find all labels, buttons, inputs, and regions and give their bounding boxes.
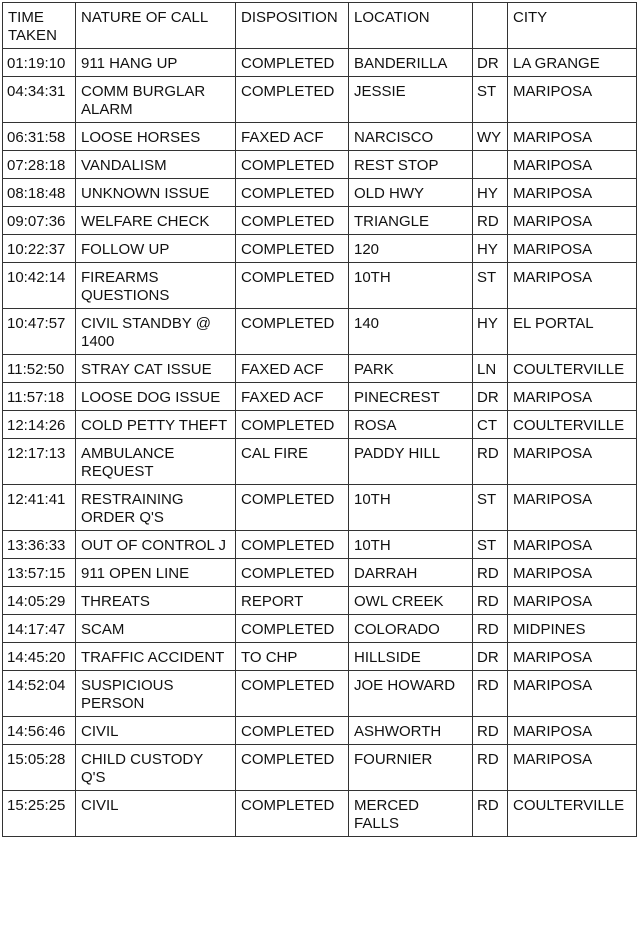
cell-city: MARIPOSA — [508, 643, 637, 671]
cell-time-taken: 09:07:36 — [3, 207, 76, 235]
cell-city: MARIPOSA — [508, 207, 637, 235]
cell-time-taken: 15:05:28 — [3, 745, 76, 791]
cell-nature-of-call: STRAY CAT ISSUE — [76, 355, 236, 383]
table-row — [3, 671, 637, 717]
table-row — [3, 615, 637, 643]
cell-time-taken: 12:14:26 — [3, 411, 76, 439]
cell-nature-of-call: COLD PETTY THEFT — [76, 411, 236, 439]
table-row — [3, 207, 637, 235]
cell-nature-of-call: FIREARMS QUESTIONS — [76, 263, 236, 309]
table-row — [3, 263, 637, 309]
cell-time-taken: 08:18:48 — [3, 179, 76, 207]
cell-street-suffix: CT — [473, 411, 508, 439]
header-time-taken: TIME TAKEN — [3, 3, 76, 49]
table-row — [3, 643, 637, 671]
cell-city: MARIPOSA — [508, 587, 637, 615]
cell-nature-of-call: COMM BURGLAR ALARM — [76, 77, 236, 123]
cell-disposition: COMPLETED — [236, 745, 349, 791]
table-row — [3, 791, 637, 837]
cell-nature-of-call: THREATS — [76, 587, 236, 615]
cell-city: MARIPOSA — [508, 439, 637, 485]
cell-location: NARCISCO — [349, 123, 473, 151]
cell-city: EL PORTAL — [508, 309, 637, 355]
cell-time-taken: 15:25:25 — [3, 791, 76, 837]
cell-nature-of-call: SCAM — [76, 615, 236, 643]
cell-disposition: COMPLETED — [236, 791, 349, 837]
cell-location: PARK — [349, 355, 473, 383]
cell-location: FOURNIER — [349, 745, 473, 791]
cell-street-suffix: HY — [473, 309, 508, 355]
cell-city: MARIPOSA — [508, 383, 637, 411]
cell-city: MARIPOSA — [508, 235, 637, 263]
cell-location: OLD HWY — [349, 179, 473, 207]
cell-disposition: COMPLETED — [236, 531, 349, 559]
cell-nature-of-call: FOLLOW UP — [76, 235, 236, 263]
cell-time-taken: 12:41:41 — [3, 485, 76, 531]
cell-city: MARIPOSA — [508, 123, 637, 151]
cell-street-suffix: HY — [473, 235, 508, 263]
header-row — [3, 3, 637, 49]
cell-city: COULTERVILLE — [508, 791, 637, 837]
cell-disposition: COMPLETED — [236, 235, 349, 263]
table-row — [3, 383, 637, 411]
cell-time-taken: 07:28:18 — [3, 151, 76, 179]
cell-location: 10TH — [349, 263, 473, 309]
cell-disposition: COMPLETED — [236, 717, 349, 745]
cell-nature-of-call: CHILD CUSTODY Q'S — [76, 745, 236, 791]
table-row — [3, 411, 637, 439]
header-nature-of-call: NATURE OF CALL — [76, 3, 236, 49]
cell-disposition: COMPLETED — [236, 151, 349, 179]
cell-nature-of-call: AMBULANCE REQUEST — [76, 439, 236, 485]
cell-disposition: FAXED ACF — [236, 123, 349, 151]
table-row — [3, 745, 637, 791]
cell-location: MERCED FALLS — [349, 791, 473, 837]
table-row — [3, 559, 637, 587]
cell-disposition: REPORT — [236, 587, 349, 615]
cell-time-taken: 14:56:46 — [3, 717, 76, 745]
cell-time-taken: 14:17:47 — [3, 615, 76, 643]
cell-nature-of-call: 911 OPEN LINE — [76, 559, 236, 587]
cell-disposition: TO CHP — [236, 643, 349, 671]
table-row — [3, 355, 637, 383]
cell-disposition: COMPLETED — [236, 671, 349, 717]
cell-nature-of-call: SUSPICIOUS PERSON — [76, 671, 236, 717]
table-row — [3, 309, 637, 355]
cell-city: MIDPINES — [508, 615, 637, 643]
header-location: LOCATION — [349, 3, 473, 49]
cell-nature-of-call: TRAFFIC ACCIDENT — [76, 643, 236, 671]
cell-street-suffix: LN — [473, 355, 508, 383]
cell-nature-of-call: RESTRAINING ORDER Q'S — [76, 485, 236, 531]
cell-time-taken: 14:05:29 — [3, 587, 76, 615]
cell-street-suffix: WY — [473, 123, 508, 151]
cell-location: PINECREST — [349, 383, 473, 411]
cell-street-suffix: RD — [473, 671, 508, 717]
cell-street-suffix: RD — [473, 559, 508, 587]
cell-location: ASHWORTH — [349, 717, 473, 745]
cell-street-suffix: RD — [473, 745, 508, 791]
cell-nature-of-call: LOOSE DOG ISSUE — [76, 383, 236, 411]
cell-nature-of-call: LOOSE HORSES — [76, 123, 236, 151]
cell-city: MARIPOSA — [508, 531, 637, 559]
cell-nature-of-call: CIVIL — [76, 791, 236, 837]
cell-location: TRIANGLE — [349, 207, 473, 235]
cell-disposition: CAL FIRE — [236, 439, 349, 485]
cell-street-suffix: HY — [473, 179, 508, 207]
table-row — [3, 179, 637, 207]
cell-disposition: COMPLETED — [236, 309, 349, 355]
table-row — [3, 717, 637, 745]
call-log-table — [2, 2, 637, 837]
table-row — [3, 439, 637, 485]
cell-location: DARRAH — [349, 559, 473, 587]
cell-street-suffix: RD — [473, 207, 508, 235]
cell-time-taken: 04:34:31 — [3, 77, 76, 123]
cell-street-suffix: RD — [473, 439, 508, 485]
cell-city: MARIPOSA — [508, 717, 637, 745]
cell-time-taken: 10:22:37 — [3, 235, 76, 263]
cell-location: ROSA — [349, 411, 473, 439]
cell-city: MARIPOSA — [508, 671, 637, 717]
cell-nature-of-call: OUT OF CONTROL J — [76, 531, 236, 559]
cell-city: MARIPOSA — [508, 559, 637, 587]
cell-disposition: COMPLETED — [236, 77, 349, 123]
cell-disposition: COMPLETED — [236, 263, 349, 309]
cell-disposition: COMPLETED — [236, 207, 349, 235]
cell-time-taken: 01:19:10 — [3, 49, 76, 77]
cell-disposition: COMPLETED — [236, 559, 349, 587]
cell-nature-of-call: CIVIL STANDBY @ 1400 — [76, 309, 236, 355]
cell-time-taken: 06:31:58 — [3, 123, 76, 151]
cell-time-taken: 10:47:57 — [3, 309, 76, 355]
cell-location: OWL CREEK — [349, 587, 473, 615]
cell-location: COLORADO — [349, 615, 473, 643]
cell-location: JESSIE — [349, 77, 473, 123]
cell-street-suffix: DR — [473, 383, 508, 411]
header-street-suffix — [473, 3, 508, 49]
cell-city: COULTERVILLE — [508, 411, 637, 439]
cell-location: BANDERILLA — [349, 49, 473, 77]
table-row — [3, 77, 637, 123]
cell-city: MARIPOSA — [508, 151, 637, 179]
cell-location: 10TH — [349, 485, 473, 531]
cell-street-suffix: ST — [473, 485, 508, 531]
cell-street-suffix: DR — [473, 643, 508, 671]
cell-street-suffix — [473, 151, 508, 179]
table-row — [3, 123, 637, 151]
cell-street-suffix: RD — [473, 717, 508, 745]
cell-city: COULTERVILLE — [508, 355, 637, 383]
cell-disposition: FAXED ACF — [236, 355, 349, 383]
cell-time-taken: 14:52:04 — [3, 671, 76, 717]
cell-city: MARIPOSA — [508, 179, 637, 207]
cell-nature-of-call: VANDALISM — [76, 151, 236, 179]
cell-city: MARIPOSA — [508, 77, 637, 123]
cell-street-suffix: ST — [473, 531, 508, 559]
table-row — [3, 587, 637, 615]
cell-nature-of-call: UNKNOWN ISSUE — [76, 179, 236, 207]
cell-location: 140 — [349, 309, 473, 355]
cell-disposition: COMPLETED — [236, 615, 349, 643]
cell-time-taken: 10:42:14 — [3, 263, 76, 309]
cell-location: JOE HOWARD — [349, 671, 473, 717]
cell-location: 120 — [349, 235, 473, 263]
cell-city: MARIPOSA — [508, 745, 637, 791]
cell-city: LA GRANGE — [508, 49, 637, 77]
cell-street-suffix: ST — [473, 77, 508, 123]
cell-time-taken: 11:52:50 — [3, 355, 76, 383]
cell-disposition: COMPLETED — [236, 411, 349, 439]
header-disposition: DISPOSITION — [236, 3, 349, 49]
cell-time-taken: 11:57:18 — [3, 383, 76, 411]
table-row — [3, 531, 637, 559]
cell-time-taken: 13:57:15 — [3, 559, 76, 587]
table-row — [3, 485, 637, 531]
cell-street-suffix: DR — [473, 49, 508, 77]
cell-disposition: COMPLETED — [236, 485, 349, 531]
cell-time-taken: 12:17:13 — [3, 439, 76, 485]
cell-street-suffix: RD — [473, 791, 508, 837]
cell-street-suffix: RD — [473, 587, 508, 615]
cell-location: HILLSIDE — [349, 643, 473, 671]
cell-street-suffix: RD — [473, 615, 508, 643]
cell-location: 10TH — [349, 531, 473, 559]
cell-disposition: COMPLETED — [236, 49, 349, 77]
cell-location: PADDY HILL — [349, 439, 473, 485]
table-row — [3, 235, 637, 263]
cell-street-suffix: ST — [473, 263, 508, 309]
cell-city: MARIPOSA — [508, 263, 637, 309]
call-log-body — [3, 49, 637, 837]
cell-location: REST STOP — [349, 151, 473, 179]
cell-nature-of-call: 911 HANG UP — [76, 49, 236, 77]
table-row — [3, 151, 637, 179]
cell-time-taken: 14:45:20 — [3, 643, 76, 671]
header-city: CITY — [508, 3, 637, 49]
cell-nature-of-call: WELFARE CHECK — [76, 207, 236, 235]
cell-city: MARIPOSA — [508, 485, 637, 531]
cell-time-taken: 13:36:33 — [3, 531, 76, 559]
cell-disposition: FAXED ACF — [236, 383, 349, 411]
table-row — [3, 49, 637, 77]
cell-nature-of-call: CIVIL — [76, 717, 236, 745]
cell-disposition: COMPLETED — [236, 179, 349, 207]
